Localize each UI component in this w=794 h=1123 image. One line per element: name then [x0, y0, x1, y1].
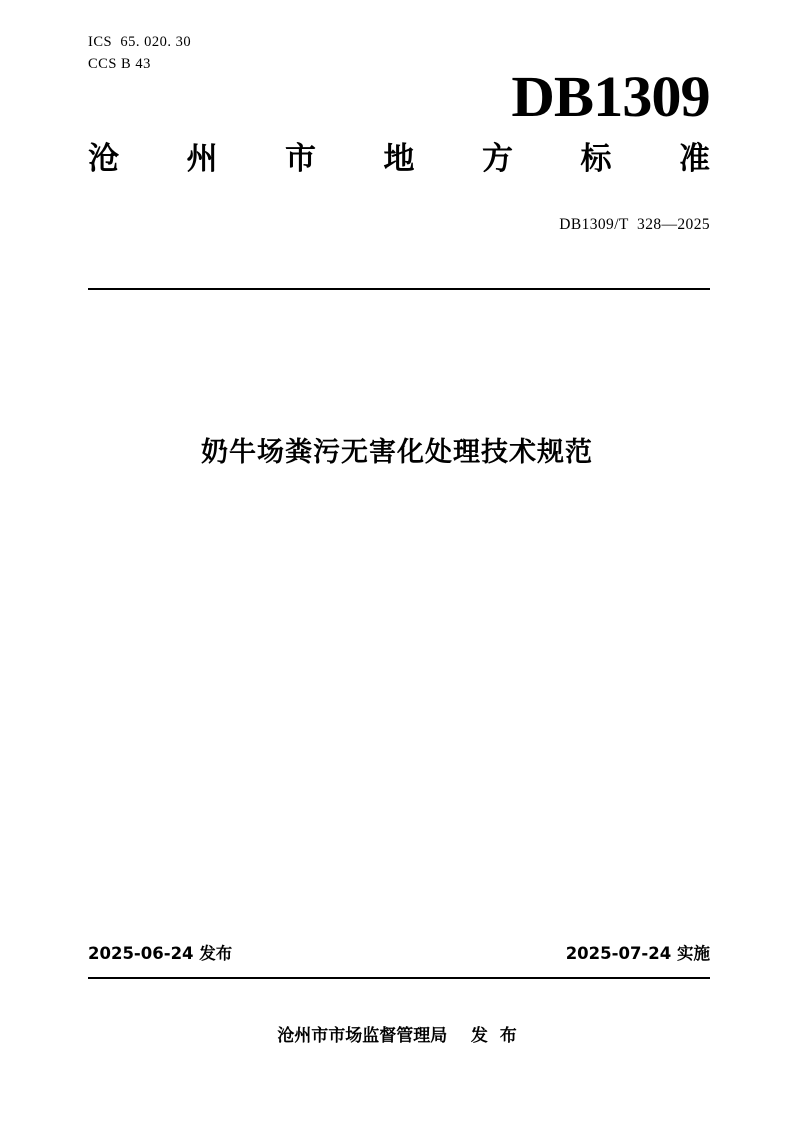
date-row [88, 940, 710, 964]
title-char-3: 市 [285, 141, 316, 177]
ccs-code: CCS B 43 [88, 55, 151, 72]
implement-date: 2025-07-24 实施 [565, 944, 710, 963]
classification-codes [88, 32, 191, 76]
header-divider [88, 288, 710, 290]
issuing-authority: 沧州市市场监督管理局 发 布 [277, 1026, 517, 1046]
db-mark: DB1309 [511, 64, 710, 129]
standard-number: DB1309/T 328—2025 [559, 216, 710, 233]
title-char-7: 准 [679, 141, 710, 177]
ics-code: ICS 65. 020. 30 [88, 34, 192, 50]
title-char-2: 州 [186, 141, 218, 177]
title-char-4: 地 [383, 141, 415, 177]
footer-divider [88, 977, 710, 979]
standard-title [88, 142, 710, 176]
title-char-5: 方 [482, 141, 513, 177]
title-char-1: 沧 [88, 141, 119, 177]
publish-date: 2025-06-24 发布 [88, 944, 233, 963]
title-char-6: 标 [580, 141, 612, 177]
document-name: 奶牛场粪污无害化处理技术规范 [201, 437, 593, 468]
